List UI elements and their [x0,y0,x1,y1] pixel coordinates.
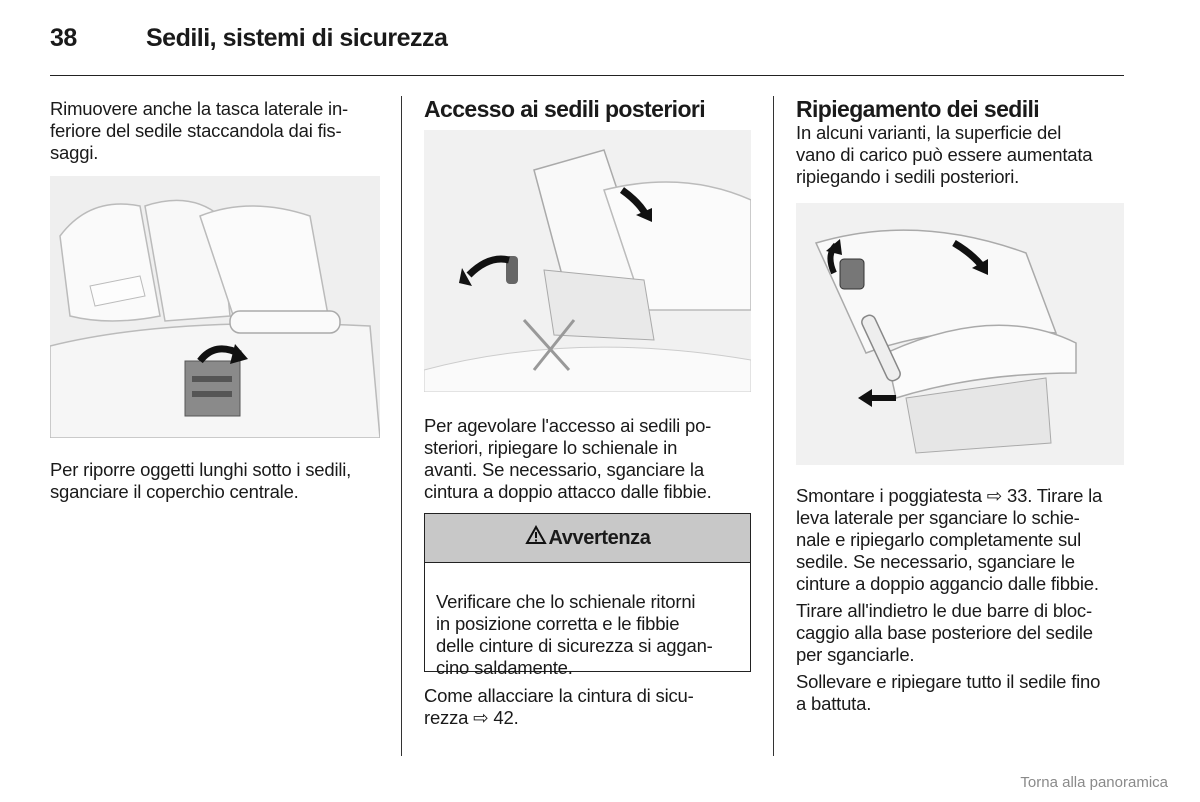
warning-title: Avvertenza [548,526,651,549]
header-rule [50,75,1124,76]
section-heading-folding: Ripiegamento dei sedili [796,96,1040,122]
illustration-seat-pocket [50,176,380,438]
folding-step-3: Sollevare e ripiegare tutto il sedile fino a battuta. [796,671,1101,714]
warning-box [424,513,751,678]
column-middle-heading [424,96,754,122]
warning-header [425,514,750,563]
page-title: Sedili, sistemi di sicurezza [146,24,448,52]
warning-text: Verificare che lo schienale ritorni in posizione corretta e le fibbie delle cinture di sicurezza si aggan- cino saldamente. [436,590,713,678]
column-right-top [796,96,1136,188]
column-right-body [796,485,1136,715]
column-divider [401,96,402,756]
page-number: 38 [50,24,77,52]
column-divider [773,96,774,756]
folding-step-1: Smontare i poggiatesta ⇨ 33. Tirare la leva laterale per sganciare lo schie- nale e ripiegarlo completamente sul sedile. Se necessario, sganciare le cinture a doppio aggancio dalle fibbie. [796,485,1103,594]
back-to-overview-link[interactable]: Torna alla panoramica [1020,774,1168,791]
column-middle-body [424,415,754,503]
access-paragraph: Per agevolare l'accesso ai sedili po- steriori, ripiegare lo schienale in avanti. Se necessario, sganciare la cintura a doppio attacco dalle fibbie. [424,415,712,502]
column-left [50,98,385,164]
folding-intro: In alcuni varianti, la superficie del vano di carico può essere aumentata ripiegando i sedili posteriori. [796,122,1093,187]
warning-triangle-icon [525,525,547,551]
column-left-caption [50,459,395,503]
folding-step-2: Tirare all'indietro le due barre di bloc- caggio alla base posteriore del sedile per sganciarle. [796,600,1093,665]
section-heading-access: Accesso ai sedili posteriori [424,96,706,122]
caption-paragraph: Per riporre oggetti lunghi sotto i sedili, sganciare il coperchio centrale. [50,459,352,502]
column-middle-footer [424,685,754,729]
illustration-seat-folding [796,203,1124,465]
intro-paragraph: Rimuovere anche la tasca laterale in- feriore del sedile staccandola dai fis- saggi. [50,98,349,163]
illustration-rear-access [424,130,751,392]
warning-body [425,563,750,679]
seatbelt-reference: Come allacciare la cintura di sicu- rezza ⇨ 42. [424,685,694,728]
